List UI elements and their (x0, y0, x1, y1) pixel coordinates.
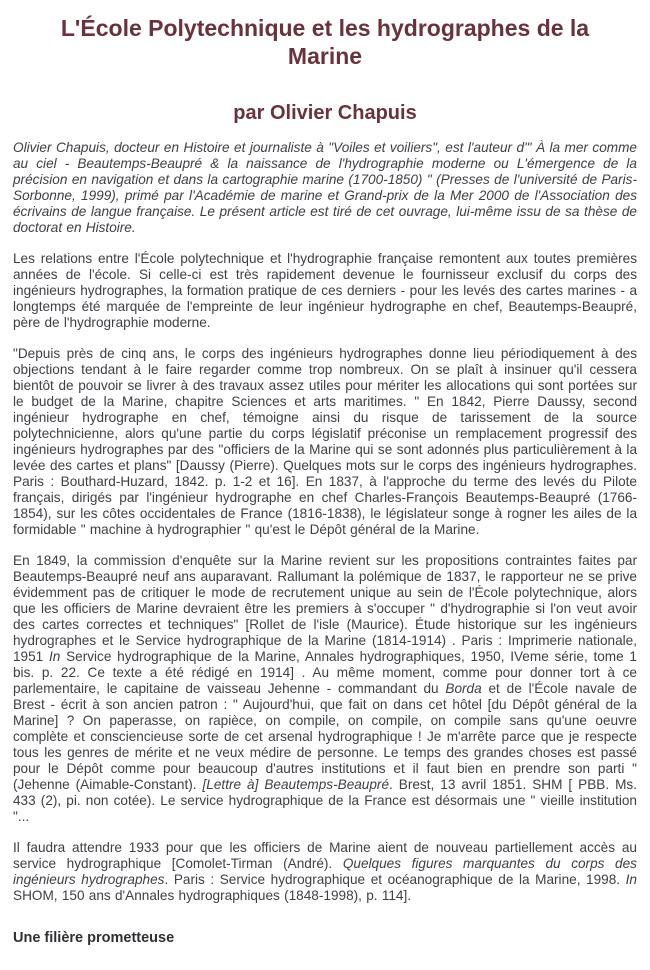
text-run: et de l'École navale de Brest - écrit à son ancien patron : " Aujourd'hui, que fait on dans cet hôtel [du Dépôt général de la Marine] ? On paperasse, on rapièce, on compile, on compile, on compile sans qu'une oeuvre complète et consciencieuse sorte de cet arsenal hydrographique ! Je m'arrête parce que je respecte tous les genres de mérite et ne veux médire de personne. Le temps des grandes choses est passé pour le Dépôt comme pour beaucoup d'autres institutions et il faut bien en prendre son parti " (Jehenne (Aimable-Constant). (13, 681, 638, 792)
text-run: Les relations entre l'École polytechnique et l'hydrographie française remontent aux toutes premières années de l'école. Si celle-ci est très rapidement devenue le fournisseur exclusif du corps des ingénieurs hydrographes, la formation pratique de ces derniers - pour les levés des cartes marines - a longtemps été marquée de l'empreinte de leur ingénieur hydrographe en chef, Beautemps-Beaupré, père de l'hydrographie moderne. (13, 251, 637, 330)
paragraph-daussy-1842 (13, 346, 637, 538)
article-body (13, 140, 637, 904)
text-run: En 1849, la commission d'enquête sur la Marine revient sur les propositions contraintes faites par Beautemps-Beaupré neuf ans auparavant. Rallumant la polémique de 1837, le rapporteur ne se prive évidemment pas de critiquer le mode de recrutement unique au sein de l'École polytechnique, alors que les officiers de Marine devraient être les premiers à s'occuper " d'hydrographie si l'on veut avoir des cartes correctes et techniques" [Rollet de l'isle (Maurice). Étude historique sur les ingénieurs hydrographes et le Service hydrographique de la Marine (1814-1914) . Paris : Imprimerie nationale, 1951 (13, 553, 637, 664)
intro-author-paragraph (13, 140, 637, 236)
text-run: SHOM, 150 ans d'Annales hydrographiques (1848-1998), p. 114]. (13, 888, 412, 903)
italic-text-run: Borda (445, 681, 482, 696)
byline: par Olivier Chapuis (233, 102, 417, 124)
italic-text-run: [Lettre à] Beautemps-Beaupré (202, 777, 390, 792)
paragraph-1933 (13, 840, 637, 904)
text-run: "Depuis près de cinq ans, le corps des ingénieurs hydrographes donne lieu périodiquement à des objections tendant à le faire regarder comme trop nombreux. On se plaît à insinuer qu'il cessera bientôt de pouvoir se livrer à des travaux assez utiles pour mériter les allocations qui sont portées sur le budget de la Marine, chapitre Sciences et arts maritimes. " En 1842, Pierre Daussy, second ingénieur hydrographe en chef, témoigne ainsi du risque de tarissement de la source polytechnicienne, alors qu'une partie du corps législatif préconise un remplacement progressif des ingénieurs hydrographes par des "officiers de la Marine qui se sont adonnés plus particulièrement à la levée des cartes et plans" [Daussy (Pierre). Quelques mots sur le corps des ingénieurs hydrographes. Paris : Bouthard-Huzard, 1842. p. 1-2 et 16]. En 1837, à l'approche du terme des levés du Pilote français, dirigés par l'ingénieur hydrographe en chef Charles-François Beautemps-Beaupré (1766-1854), sur les côtes occidentales de France (1816-1838), le législateur songe à rogner les ailes de la formidable " machine à hydrographier " qu'est le Dépôt général de la Marine. (13, 346, 637, 537)
text-run: Olivier Chapuis, docteur en Histoire et journaliste à "Voiles et voiliers", est l'auteur d'" À la mer comme au ciel - Beautemps-Beaupré & la naissance de l'hydrographie moderne ou L'émergence de la précision en navigation et dans la cartographie marine (1700-1850) " (Presses de l'université de Paris-Sorbonne, 1999), primé par l'Académie de marine et Grand-prix de la Mer 2000 de l'Association des écrivains de langue française. Le présent article est tiré de cet ouvrage, lui-même issu de sa thèse de doctorat en Histoire. (13, 140, 637, 235)
italic-text-run: Quelques figures marquantes du corps des ingénieurs hydrographes (13, 856, 637, 887)
text-run: . Paris : Service hydrographique et océanographique de la Marine, 1998. (164, 872, 626, 887)
italic-text-run: In (48, 649, 61, 664)
text-run: Il faudra attendre 1933 pour que les officiers de Marine aient de nouveau partiellement accès au service hydrographique [Comolet-Tirman (André). (13, 840, 637, 871)
paragraph-commission-1849 (13, 553, 637, 825)
italic-text-run: In (625, 872, 637, 887)
section-heading: Une filière prometteuse (13, 930, 175, 946)
page-title: L'École Polytechnique et les hydrographes de la Marine (60, 15, 590, 69)
text-run: Service hydrographique de la Marine, Annales hydrographiques, 1950, IVeme série, tome 1 bis. p. 22. Ce texte a été rédigé en 1914] . Au même moment, comme pour donner tort à ce parlementaire, le capitaine de vaisseau Jehenne - commandant du (13, 649, 637, 696)
text-run: . Brest, 13 avril 1851. SHM [ PBB. Ms. 433 (2), pi. non cotée). Le service hydrographique de la France est désormais une " vieille institution "... (13, 777, 638, 824)
paragraph-relations-ecole (13, 251, 637, 331)
